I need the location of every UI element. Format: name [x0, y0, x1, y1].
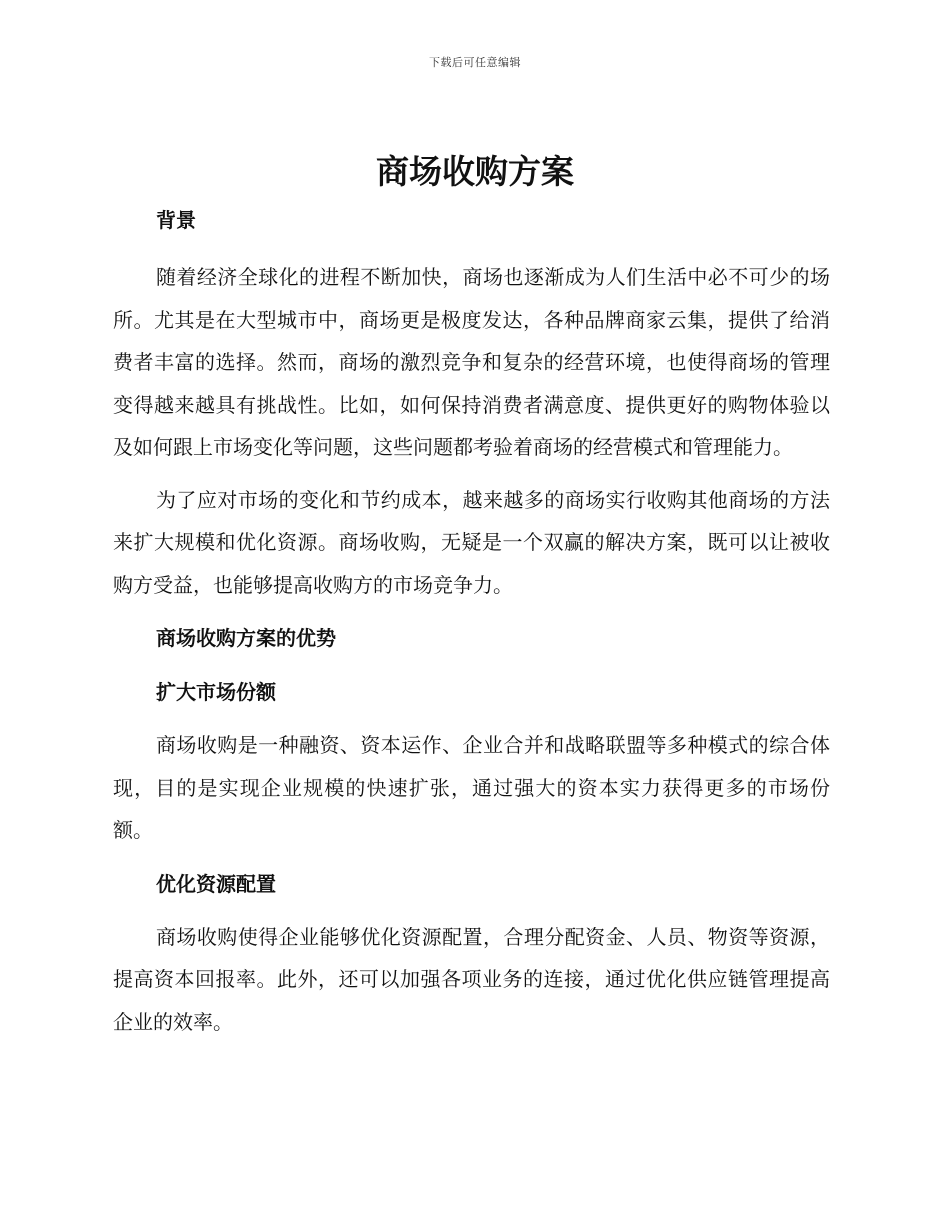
subheading-market-share: 扩大市场份额 [156, 680, 276, 704]
paragraph-background-1: 随着经济全球化的进程不断加快，商场也逐渐成为人们生活中必不可少的场所。尤其是在大型城市中，商场更是极度发达，各种品牌商家云集，提供了给消费者丰富的选择。然而，商场的激烈竞争和复杂的经营环境，也使得商场的管理变得越来越具有挑战性。比如，如何保持消费者满意度、提供更好的购物体验以及如何跟上市场变化等问题，这些问题都考验着商场的经营模式和管理能力。 [113, 265, 830, 459]
header-note: 下载后可任意编辑 [429, 56, 521, 69]
subheading-resource-allocation: 优化资源配置 [156, 871, 276, 896]
section-heading-advantages: 商场收购方案的优势 [156, 626, 336, 650]
paragraph-resource-allocation: 商场收购使得企业能够优化资源配置，合理分配资金、人员、物资等资源，提高资本回报率。此外，还可以加强各项业务的连接，通过优化供应链管理提高企业的效率。 [113, 924, 830, 1034]
document-body [113, 200, 830, 1043]
section-heading-background: 背景 [156, 208, 196, 232]
paragraph-market-share: 商场收购是一种融资、资本运作、企业合并和战略联盟等多种模式的综合体现，目的是实现企业规模的快速扩张，通过强大的资本实力获得更多的市场份额。 [113, 733, 830, 842]
document-title: 商场收购方案 [376, 152, 574, 191]
paragraph-background-2: 为了应对市场的变化和节约成本，越来越多的商场实行收购其他商场的方法来扩大规模和优化资源。商场收购，无疑是一个双赢的解决方案，既可以让被收购方受益，也能够提高收购方的市场竞争力。 [113, 487, 830, 597]
